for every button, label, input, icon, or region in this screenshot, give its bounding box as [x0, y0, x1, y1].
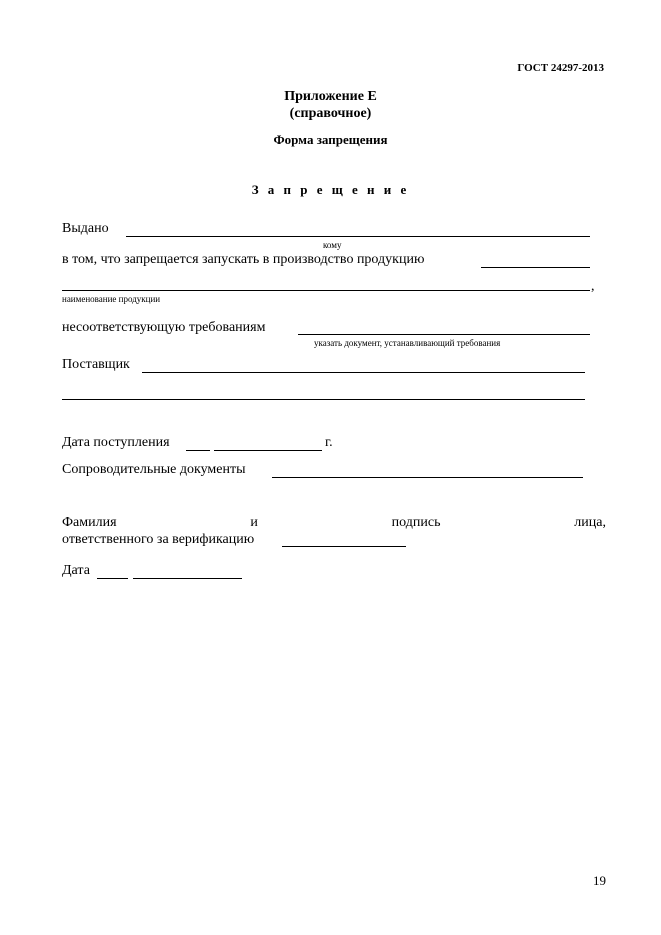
- page-number: 19: [593, 873, 606, 888]
- issued-to-field[interactable]: [126, 236, 590, 237]
- product-trailing-comma: ,: [591, 279, 595, 294]
- responsible-signature-field[interactable]: [282, 546, 406, 547]
- requirements-field[interactable]: [298, 334, 590, 335]
- form-title: Форма запрещения: [273, 132, 388, 147]
- date-day-field[interactable]: [97, 578, 128, 579]
- accompanying-docs-field[interactable]: [272, 477, 583, 478]
- signature-word-2: и: [250, 515, 258, 530]
- noncompliant-label: несоответствующую требованиям: [62, 320, 266, 335]
- date-month-field[interactable]: [133, 578, 242, 579]
- signature-word-4: лица,: [574, 515, 606, 530]
- signature-word-1: Фамилия: [62, 515, 117, 530]
- product-field-start[interactable]: [481, 267, 590, 268]
- receipt-month-field[interactable]: [214, 450, 322, 451]
- document-title: З а п р е щ е н и е: [251, 182, 410, 197]
- product-name-field[interactable]: [62, 290, 590, 291]
- prohibition-text: в том, что запрещается запускать в производство продукцию: [62, 252, 425, 267]
- annex-title: Приложение Е: [284, 89, 377, 104]
- year-suffix: г.: [325, 435, 333, 450]
- issued-caption: кому: [323, 240, 342, 250]
- signature-word-3: подпись: [391, 515, 441, 530]
- product-caption: наименование продукции: [62, 294, 161, 304]
- signature-justified-row: [62, 515, 606, 531]
- date-label: Дата: [62, 563, 90, 578]
- receipt-date-label: Дата поступления: [62, 435, 170, 450]
- requirements-caption: указать документ, устанавливающий требования: [314, 338, 501, 348]
- issued-label: Выдано: [62, 221, 109, 236]
- standard-code: ГОСТ 24297-2013: [517, 62, 604, 74]
- supplier-field[interactable]: [142, 372, 585, 373]
- annex-subtitle: (справочное): [289, 106, 372, 121]
- supplier-label: Поставщик: [62, 357, 130, 372]
- responsible-label: ответственного за верификацию: [62, 532, 255, 547]
- supplier-field-continued[interactable]: [62, 399, 585, 400]
- receipt-day-field[interactable]: [186, 450, 210, 451]
- accompanying-docs-label: Сопроводительные документы: [62, 462, 246, 477]
